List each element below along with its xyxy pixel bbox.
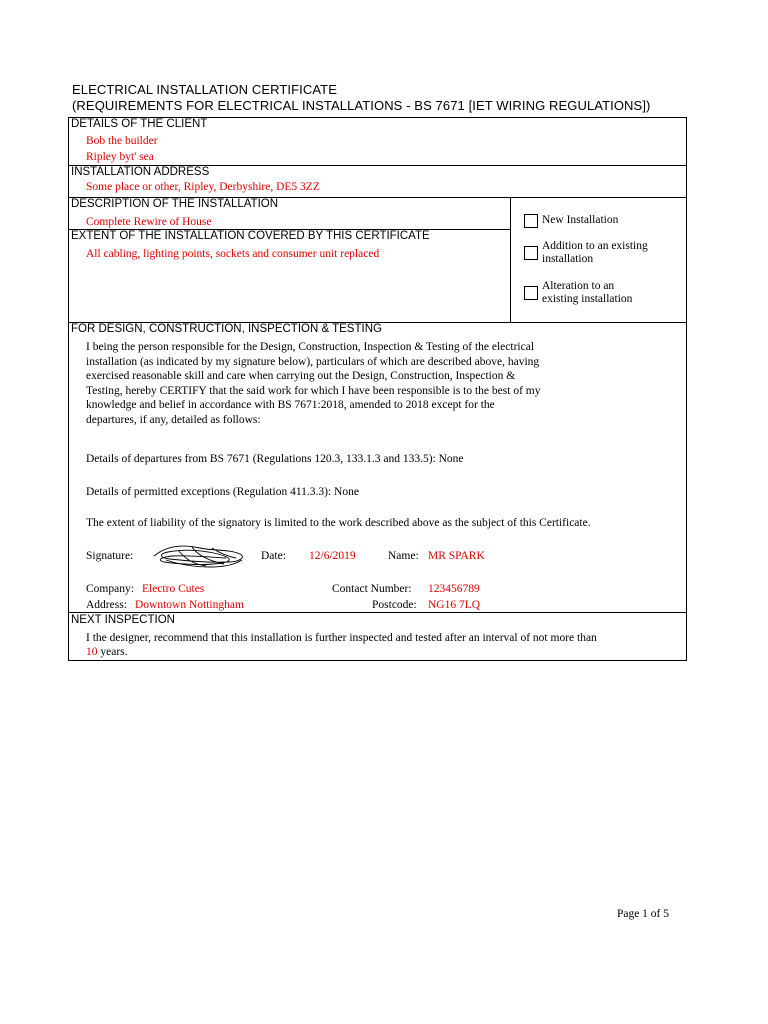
design-section-label: FOR DESIGN, CONSTRUCTION, INSPECTION & TESTING xyxy=(71,323,382,335)
certification-paragraph xyxy=(86,340,606,427)
interval-years-value: 10 xyxy=(86,646,98,658)
new-installation-label: New Installation xyxy=(542,214,619,226)
signature-image xyxy=(148,540,252,570)
certification-line-5: knowledge and belief in accordance with BS 7671:2018, amended to 2018 except for the xyxy=(86,399,495,411)
postcode-value: NG16 7LQ xyxy=(428,599,481,611)
next-inspection-text: I the designer, recommend that this installation is further inspected and tested after an interval of not more than xyxy=(86,632,597,644)
description-section-label: DESCRIPTION OF THE INSTALLATION xyxy=(71,198,279,210)
company-address-label: Address: xyxy=(86,599,127,611)
date-value: 12/6/2019 xyxy=(309,550,356,562)
name-label: Name: xyxy=(388,550,419,562)
extent-section-label: EXTENT OF THE INSTALLATION COVERED BY THIS CERTIFICATE xyxy=(71,230,430,242)
certification-line-6: departures, if any, detailed as follows: xyxy=(86,413,261,426)
alteration-label-line-1: Alteration to an xyxy=(542,280,615,292)
addition-label-line-2: installation xyxy=(542,253,594,265)
certification-line-4: Testing, hereby CERTIFY that the said work for which I have been responsible is to the best of my xyxy=(86,384,541,397)
title-line-2: (REQUIREMENTS FOR ELECTRICAL INSTALLATIONS - BS 7671 [IET WIRING REGULATIONS]) xyxy=(72,98,651,113)
alteration-checkbox[interactable] xyxy=(524,286,538,300)
date-label: Date: xyxy=(261,550,286,562)
frame-bottom xyxy=(68,660,687,661)
contact-number-value: 123456789 xyxy=(428,583,480,595)
signature-label: Signature: xyxy=(86,550,134,562)
name-value: MR SPARK xyxy=(428,550,485,562)
company-label: Company: xyxy=(86,583,134,595)
client-section-label: DETAILS OF THE CLIENT xyxy=(71,118,208,130)
next-inspection-interval xyxy=(86,645,128,659)
certification-line-1: I being the person responsible for the Design, Construction, Inspection & Testing of the electrical xyxy=(86,341,535,353)
addition-label xyxy=(542,240,648,266)
addition-label-line-1: Addition to an existing xyxy=(542,240,648,252)
postcode-label: Postcode: xyxy=(372,599,417,611)
page-number: Page 1 of 5 xyxy=(616,908,669,920)
alteration-label-line-2: existing installation xyxy=(542,293,633,305)
contact-number-label: Contact Number: xyxy=(332,583,412,595)
alteration-label xyxy=(542,280,632,306)
installation-extent: All cabling, lighting points, sockets and consumer unit replaced xyxy=(86,248,380,260)
company-value: Electro Cutes xyxy=(142,583,205,595)
exceptions-text: Details of permitted exceptions (Regulation 411.3.3): None xyxy=(86,486,359,498)
certification-line-3: exercised reasonable skill and care when carrying out the Design, Construction, Inspection & xyxy=(86,370,516,382)
frame-left xyxy=(68,117,69,661)
certification-line-2: installation (as indicated by my signature below), particulars of which are described above, having xyxy=(86,355,540,368)
certificate-title xyxy=(72,82,650,114)
divider-checkbox-column xyxy=(510,197,511,323)
liability-text: The extent of liability of the signatory is limited to the work described above as the subject of this Certificate. xyxy=(86,517,591,529)
next-inspection-section-label: NEXT INSPECTION xyxy=(71,614,175,626)
company-address-value: Downtown Nottingham xyxy=(135,599,244,611)
new-installation-checkbox[interactable] xyxy=(524,214,538,228)
interval-years-suffix: years. xyxy=(97,646,128,658)
departures-text: Details of departures from BS 7671 (Regulations 120.3, 133.1.3 and 133.5): None xyxy=(86,453,464,465)
client-name: Bob the builder xyxy=(86,135,158,147)
installation-address: Some place or other, Ripley, Derbyshire, DE5 3ZZ xyxy=(86,181,320,193)
addition-checkbox[interactable] xyxy=(524,246,538,260)
title-line-1: ELECTRICAL INSTALLATION CERTIFICATE xyxy=(72,82,337,97)
installation-description: Complete Rewire of House xyxy=(86,216,212,228)
frame-right xyxy=(686,117,687,661)
client-location: Ripley byt' sea xyxy=(86,151,154,163)
address-section-label: INSTALLATION ADDRESS xyxy=(71,166,210,178)
